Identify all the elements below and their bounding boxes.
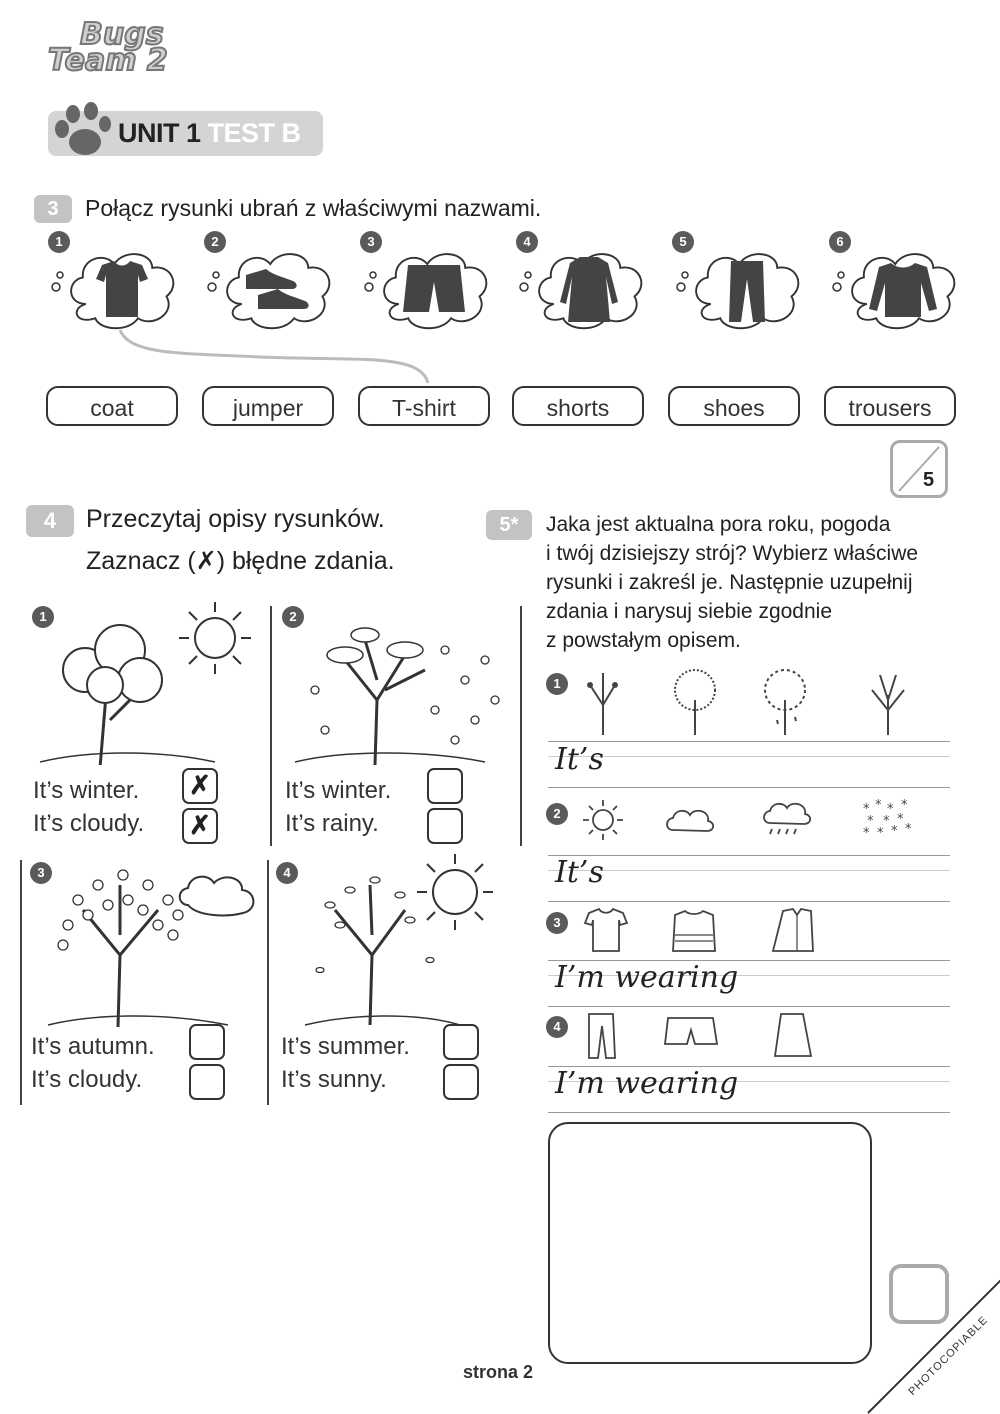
- checkbox[interactable]: ✗: [182, 808, 218, 844]
- bugs-team-logo: Bugs Team 2: [48, 17, 168, 78]
- checkbox[interactable]: ✗: [182, 768, 218, 804]
- word-shoes[interactable]: shoes: [668, 386, 800, 426]
- exercise-3-number: 3: [34, 195, 72, 223]
- drawing-box[interactable]: [548, 1122, 872, 1364]
- page-number: strona 2: [463, 1362, 534, 1382]
- panel-divider: [267, 860, 269, 1105]
- sentence: It’s rainy.: [285, 810, 379, 837]
- summer-tree-icon: [675, 670, 715, 735]
- prompt-text: It’s: [555, 855, 604, 890]
- panel-1-picture: [30, 600, 265, 765]
- writing-lines[interactable]: [548, 741, 950, 788]
- exercise-4-number: 4: [26, 505, 74, 537]
- svg-text:*: *: [863, 826, 870, 841]
- picture-number-2: 2: [204, 231, 226, 253]
- panel-number-3: 3: [30, 862, 52, 884]
- panel-4-picture: [280, 850, 510, 1030]
- word-jumper[interactable]: jumper: [202, 386, 334, 426]
- sentence: It’s sunny.: [281, 1066, 387, 1093]
- season-options[interactable]: [575, 665, 925, 737]
- score-max: 5: [923, 469, 935, 491]
- checkbox[interactable]: [427, 808, 463, 844]
- weather-options[interactable]: [575, 795, 925, 845]
- exercise-3-instruction: Połącz rysunki ubrań z właściwymi nazwami.: [85, 195, 542, 221]
- score-box-bottom: [889, 1264, 949, 1324]
- winter-tree-icon: [872, 675, 904, 735]
- panel-3-picture: [28, 855, 263, 1030]
- panel-divider: [520, 606, 522, 846]
- picture-1[interactable]: [52, 254, 173, 328]
- prompt-text: It’s: [555, 742, 604, 777]
- top-options[interactable]: [575, 905, 835, 955]
- sun-icon: [583, 800, 623, 840]
- trousers-icon: [589, 1014, 615, 1058]
- svg-text:*: *: [875, 798, 882, 813]
- autumn-tree-icon: [316, 877, 434, 1025]
- row-number-2: 2: [546, 803, 568, 825]
- picture-number-5: 5: [672, 231, 694, 253]
- score-slash: [893, 443, 945, 495]
- row-number-3: 3: [546, 912, 568, 934]
- shorts-icon: [665, 1018, 717, 1044]
- svg-text:*: *: [887, 802, 894, 817]
- unit-title: UNIT 1 TEST B: [118, 118, 301, 148]
- sentence: It’s summer.: [281, 1033, 410, 1060]
- tshirt-icon: [585, 909, 627, 951]
- sentence: It’s cloudy.: [31, 1066, 143, 1093]
- exercise-4-instruction-2: Zaznacz (✗) błędne zdania.: [86, 547, 395, 575]
- svg-text:*: *: [905, 822, 912, 837]
- checkbox[interactable]: [189, 1024, 225, 1060]
- svg-text:*: *: [867, 814, 874, 829]
- sentence: It’s winter.: [33, 777, 140, 804]
- picture-3[interactable]: [365, 254, 486, 328]
- sun-icon: [417, 854, 493, 930]
- exercise-5-instruction: Jaka jest aktualna pora roku, pogoda i twój dzisiejszy strój? Wybierz właściwe rysunki i zakreśl je. Następnie uzupełnij zdania i narysuj siebie zgodnie z powstałym opisem.: [546, 513, 919, 652]
- sentence: It’s autumn.: [31, 1033, 155, 1060]
- blossom-tree-icon: [58, 870, 183, 1027]
- word-trousers[interactable]: trousers: [824, 386, 956, 426]
- svg-text:*: *: [891, 824, 898, 839]
- photocopiable-label: PHOTOCOPIABLE: [906, 1313, 991, 1399]
- autumn-tree-small-icon: [765, 670, 805, 735]
- svg-text:*: *: [877, 826, 884, 841]
- tree-icon: [63, 625, 162, 765]
- picture-number-3: 3: [360, 231, 382, 253]
- checkbox[interactable]: [189, 1064, 225, 1100]
- skirt-icon: [775, 1014, 811, 1056]
- jumper-icon: [673, 911, 715, 951]
- svg-text:*: *: [883, 814, 890, 829]
- picture-4[interactable]: [520, 254, 641, 328]
- svg-text:*: *: [901, 798, 908, 813]
- snow-icon: [863, 798, 912, 841]
- word-coat[interactable]: coat: [46, 386, 178, 426]
- row-number-1: 1: [546, 673, 568, 695]
- panel-number-4: 4: [276, 862, 298, 884]
- sun-icon: [179, 602, 251, 674]
- checkbox[interactable]: [443, 1024, 479, 1060]
- panel-number-2: 2: [282, 606, 304, 628]
- panel-2-picture: [285, 600, 515, 765]
- checkbox[interactable]: [443, 1064, 479, 1100]
- midline: [548, 756, 950, 757]
- exercise-5-number: 5*: [486, 510, 532, 540]
- prompt-text: I’m wearing: [555, 960, 739, 995]
- picture-2[interactable]: [208, 254, 329, 328]
- spring-tree-icon: [588, 673, 617, 735]
- picture-6[interactable]: [833, 254, 954, 328]
- picture-5[interactable]: [677, 254, 798, 328]
- match-line: [120, 330, 428, 383]
- checkbox[interactable]: [427, 768, 463, 804]
- writing-lines[interactable]: [548, 855, 950, 902]
- picture-number-1: 1: [48, 231, 70, 253]
- svg-text:*: *: [863, 802, 870, 817]
- cloud-icon: [667, 811, 713, 831]
- sentence: It’s cloudy.: [33, 810, 145, 837]
- picture-number-6: 6: [829, 231, 851, 253]
- cloud-icon: [180, 877, 254, 916]
- word-tshirt[interactable]: T-shirt: [358, 386, 490, 426]
- picture-number-4: 4: [516, 231, 538, 253]
- paw-icon: [50, 102, 112, 162]
- sentence: It’s winter.: [285, 777, 392, 804]
- exercise-4-instruction-1: Przeczytaj opisy rysunków.: [86, 505, 385, 533]
- shirt-icon: [773, 909, 813, 951]
- score-box-ex3: [890, 440, 948, 498]
- svg-text:*: *: [897, 812, 904, 827]
- bottom-options[interactable]: [575, 1010, 835, 1062]
- panel-divider: [20, 860, 22, 1105]
- prompt-text: I’m wearing: [555, 1066, 739, 1101]
- clothes-pictures: [0, 225, 1000, 390]
- rain-icon: [764, 804, 810, 834]
- panel-number-1: 1: [32, 606, 54, 628]
- panel-divider: [270, 606, 272, 846]
- bare-tree-icon: [327, 628, 425, 765]
- word-shorts[interactable]: shorts: [512, 386, 644, 426]
- midline: [548, 870, 950, 871]
- row-number-4: 4: [546, 1016, 568, 1038]
